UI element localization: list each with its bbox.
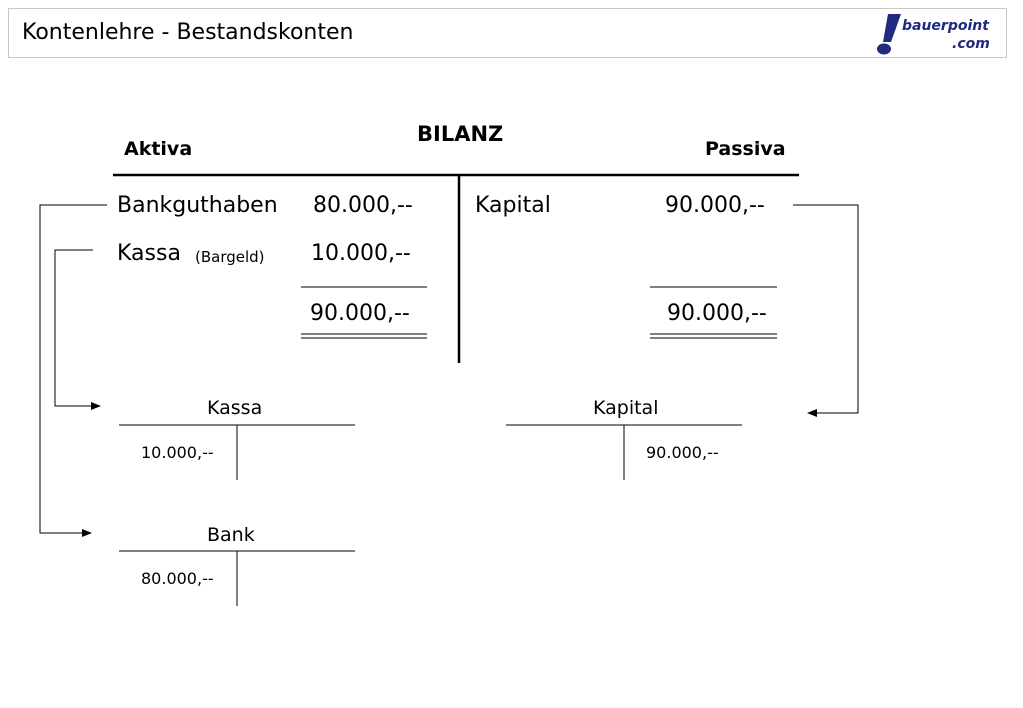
- aktiva-item-note: (Bargeld): [195, 248, 265, 266]
- passiva-label: Passiva: [705, 138, 786, 160]
- arrow-kassa: [55, 250, 100, 406]
- arrow-kapital: [793, 205, 858, 413]
- account-kassa-title: Kassa: [207, 397, 263, 419]
- aktiva-label: Aktiva: [124, 138, 193, 160]
- aktiva-item-value: 80.000,--: [313, 193, 413, 218]
- account-kapital-credit: 90.000,--: [646, 443, 719, 462]
- logo-text-com[interactable]: .com: [952, 36, 990, 52]
- arrow-bank: [40, 205, 107, 533]
- aktiva-total: 90.000,--: [310, 301, 410, 326]
- logo-text-bauerpoint[interactable]: bauerpoint: [902, 18, 989, 34]
- passiva-total: 90.000,--: [667, 301, 767, 326]
- account-kassa-debit: 10.000,--: [141, 443, 214, 462]
- account-bank-debit: 80.000,--: [141, 569, 214, 588]
- account-bank-title: Bank: [207, 524, 255, 546]
- aktiva-item-label: Kassa: [117, 241, 181, 266]
- aktiva-item-value: 10.000,--: [311, 241, 411, 266]
- page-title: Kontenlehre - Bestandskonten: [22, 20, 354, 45]
- bilanz-title: BILANZ: [417, 122, 504, 146]
- account-kapital-title: Kapital: [593, 397, 659, 419]
- passiva-item-value: 90.000,--: [665, 193, 765, 218]
- passiva-item-label: Kapital: [475, 193, 551, 218]
- aktiva-item-label: Bankguthaben: [117, 193, 278, 218]
